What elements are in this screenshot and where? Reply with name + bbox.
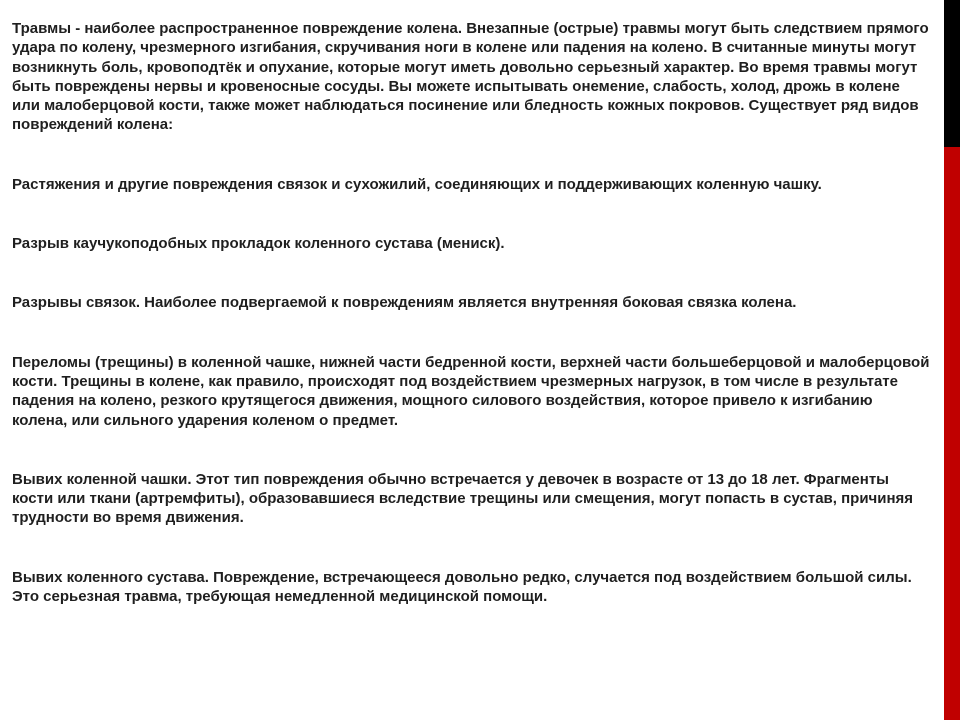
slide-accent-bar-top: [944, 0, 960, 147]
paragraph-ligament-tears: Разрывы связок. Наиболее подвергаемой к повреждениям является внутренняя боковая связка колена.: [12, 294, 797, 312]
paragraph-sprains: Растяжения и другие повреждения связок и сухожилий, соединяющих и поддерживающих коленную чашку.: [12, 175, 822, 193]
slide-accent-bar-bottom: [944, 147, 960, 720]
paragraph-meniscus: Разрыв каучукоподобных прокладок коленного сустава (мениск).: [12, 235, 505, 253]
paragraph-intro: Травмы - наиболее распространенное повреждение колена. Внезапные (острые) травмы могут быть следствием прямого удара по колену, чрезмерного изгибания, скручивания ноги в колене или падения на колено. В считанные минуты могут возникнуть боль, кровоподтёк и опухание, которые могут иметь довольно серьезный характер. Во время травмы могут быть повреждены нервы и кровеносные сосуды. Вы можете испытывать онемение, слабость, холод, дрожь в колене или малоберцовой кости, также может наблюдаться посинение или бледность кожных покровов. Существует ряд видов повреждений колена:: [12, 20, 929, 134]
paragraph-knee-dislocation: Вывих коленного сустава. Повреждение, встречающееся довольно редко, случается под воздействием большой силы. Это серьезная травма, требующая немедленной медицинской помощи.: [12, 568, 912, 606]
paragraph-patella-dislocation: Вывих коленной чашки. Этот тип повреждения обычно встречается у девочек в возрасте от 13 до 18 лет. Фрагменты кости или ткани (артремфиты), образовавшиеся вследствие трещины или смещения, могут попасть в сустав, причиняя трудности во время движения.: [12, 470, 914, 527]
paragraph-fractures: Переломы (трещины) в коленной чашке, нижней части бедренной кости, верхней части большеберцовой и малоберцовой кости. Трещины в колене, как правило, происходят под воздействием чрезмерных нагрузок, в том числе в результате падения на колено, резкого крутящегося движения, мощного силового воздействия, которое привело к изгибанию колена, или сильного ударения коленом о предмет.: [12, 353, 930, 429]
slide-text-body: [12, 19, 930, 606]
